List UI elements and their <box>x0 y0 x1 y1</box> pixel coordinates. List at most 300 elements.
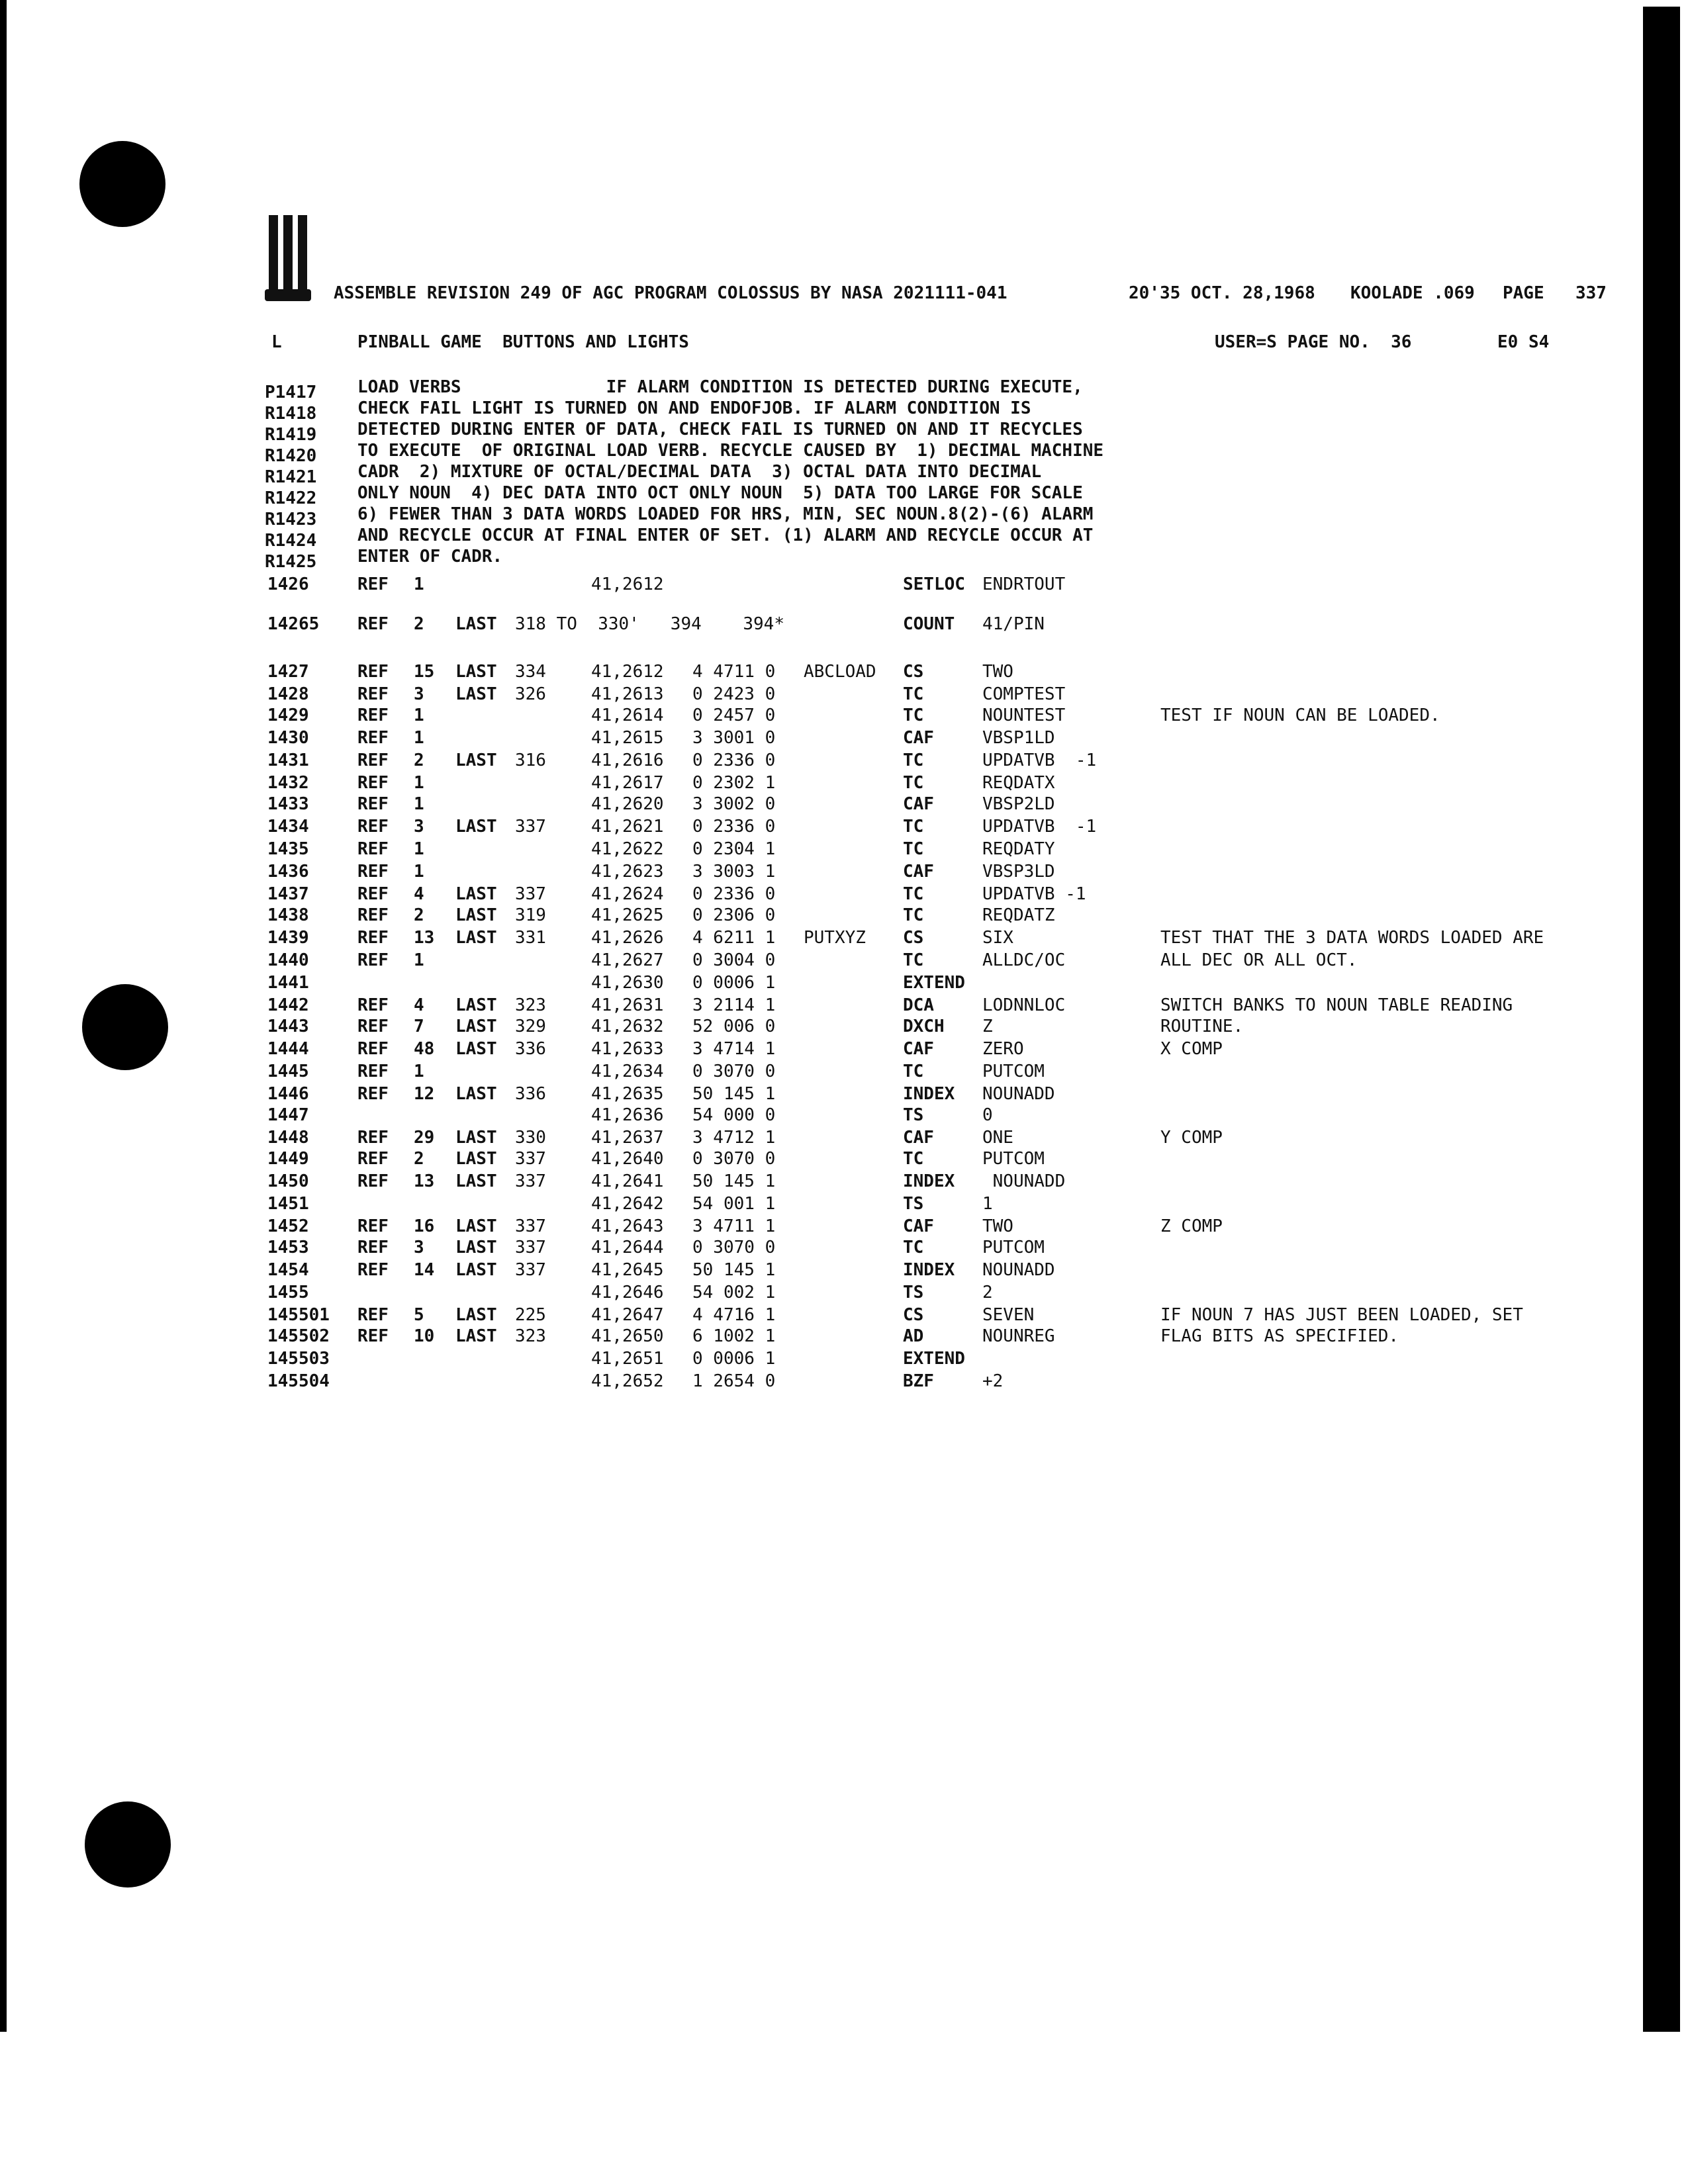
address: 41,2626 <box>591 928 664 948</box>
octal-word: 4 6211 1 <box>692 928 776 948</box>
ref-label: REF <box>357 662 389 682</box>
address: 41,2614 <box>591 705 664 725</box>
address: 41,2637 <box>591 1128 664 1148</box>
address: 41,2635 <box>591 1084 664 1104</box>
line-number: 1434 <box>267 817 309 837</box>
octal-word: 0 2336 0 <box>692 884 776 904</box>
remark-number: R1418 <box>265 404 317 424</box>
ref-count: 14 <box>414 1260 435 1280</box>
octal-word: 0 0006 1 <box>692 973 776 993</box>
ref-count: 3 <box>414 684 424 704</box>
last-label: LAST <box>455 614 497 634</box>
octal-word: 54 002 1 <box>692 1283 776 1302</box>
opcode: AD <box>903 1326 924 1346</box>
octal-word: 0 2306 0 <box>692 905 776 925</box>
opcode: TC <box>903 751 924 770</box>
address: 41,2652 <box>591 1371 664 1391</box>
octal-word: 6 1002 1 <box>692 1326 776 1346</box>
opcode: EXTEND <box>903 973 965 993</box>
last-label: LAST <box>455 928 497 948</box>
header-datetime: 20'35 OCT. 28,1968 <box>1129 283 1315 303</box>
ref-count: 2 <box>414 905 424 925</box>
opcode: CAF <box>903 862 934 882</box>
octal-word: 0 3004 0 <box>692 950 776 970</box>
ref-label: REF <box>357 1238 389 1257</box>
line-number: 1441 <box>267 973 309 993</box>
address: 41,2645 <box>591 1260 664 1280</box>
last-page: 337 <box>515 1260 546 1280</box>
opcode: CAF <box>903 1039 934 1059</box>
opcode: CS <box>903 1305 924 1325</box>
remark-number: R1421 <box>265 467 317 487</box>
opcode: TC <box>903 1149 924 1169</box>
line-number: 1433 <box>267 794 309 814</box>
address: 41,2633 <box>591 1039 664 1059</box>
line-number: 1455 <box>267 1283 309 1302</box>
operand: 41/PIN <box>982 614 1045 634</box>
scan-edge-right <box>1643 7 1680 2032</box>
operand: 1 <box>982 1194 993 1214</box>
line-number: 145502 <box>267 1326 330 1346</box>
ref-count: 12 <box>414 1084 435 1104</box>
octal-word: 54 000 0 <box>692 1105 776 1125</box>
last-label: LAST <box>455 1017 497 1036</box>
symbol-label: PUTXYZ <box>804 928 866 948</box>
ref-label: REF <box>357 1171 389 1191</box>
opcode: TC <box>903 950 924 970</box>
address: 41,2634 <box>591 1062 664 1081</box>
octal-word: 3 3001 0 <box>692 728 776 748</box>
opcode: TC <box>903 817 924 837</box>
ref-label: REF <box>357 928 389 948</box>
comment: ROUTINE. <box>1160 1017 1244 1036</box>
operand: REQDATX <box>982 773 1055 793</box>
operand: NOUNADD <box>982 1084 1055 1104</box>
last-page: 337 <box>515 1171 546 1191</box>
ref-label: REF <box>357 1062 389 1081</box>
ref-label: REF <box>357 1084 389 1104</box>
last-label: LAST <box>455 1326 497 1346</box>
address: 41,2647 <box>591 1305 664 1325</box>
octal-word: 1 2654 0 <box>692 1371 776 1391</box>
assemble-header: ASSEMBLE REVISION 249 OF AGC PROGRAM COLOSSUS BY NASA 2021111-041 <box>334 283 1008 303</box>
ref-label: REF <box>357 684 389 704</box>
address: 41,2630 <box>591 973 664 993</box>
address: 41,2613 <box>591 684 664 704</box>
operand: VBSP3LD <box>982 862 1055 882</box>
octal-word: 4 4711 0 <box>692 662 776 682</box>
operand: ENDRTOUT <box>982 574 1066 594</box>
operand: NOUNADD <box>982 1260 1055 1280</box>
octal-word: 3 3003 1 <box>692 862 776 882</box>
last-page: 326 <box>515 684 546 704</box>
line-number: 1438 <box>267 905 309 925</box>
opcode: TC <box>903 1062 924 1081</box>
line-number: 1443 <box>267 1017 309 1036</box>
remark-number: R1425 <box>265 552 317 572</box>
last-page: 323 <box>515 995 546 1015</box>
last-page: 337 <box>515 884 546 904</box>
line-number: 1453 <box>267 1238 309 1257</box>
comment: FLAG BITS AS SPECIFIED. <box>1160 1326 1399 1346</box>
opcode: TC <box>903 839 924 859</box>
address: 41,2612 <box>591 574 664 594</box>
opcode: EXTEND <box>903 1349 965 1369</box>
operand: Z <box>982 1017 993 1036</box>
octal-word: 3 4712 1 <box>692 1128 776 1148</box>
ref-count: 2 <box>414 614 424 634</box>
remark-text: DETECTED DURING ENTER OF DATA, CHECK FAIL IS TURNED ON AND IT RECYCLES <box>357 420 1083 439</box>
opcode: TS <box>903 1283 924 1302</box>
operand: COMPTEST <box>982 684 1066 704</box>
line-number: 1440 <box>267 950 309 970</box>
last-page: 337 <box>515 1149 546 1169</box>
opcode: BZF <box>903 1371 934 1391</box>
last-page: 337 <box>515 817 546 837</box>
address: 41,2650 <box>591 1326 664 1346</box>
ref-count: 7 <box>414 1017 424 1036</box>
line-number: 1445 <box>267 1062 309 1081</box>
address: 41,2632 <box>591 1017 664 1036</box>
ref-label: REF <box>357 1216 389 1236</box>
comment: SWITCH BANKS TO NOUN TABLE READING <box>1160 995 1513 1015</box>
octal-word: 50 145 1 <box>692 1171 776 1191</box>
remark-number: R1423 <box>265 510 317 529</box>
ref-count: 3 <box>414 817 424 837</box>
line-number: 1448 <box>267 1128 309 1148</box>
address: 41,2625 <box>591 905 664 925</box>
ref-count: 4 <box>414 884 424 904</box>
ref-count: 2 <box>414 1149 424 1169</box>
ref-count: 2 <box>414 751 424 770</box>
ref-label: REF <box>357 1326 389 1346</box>
line-number: 1428 <box>267 684 309 704</box>
octal-word: 0 2336 0 <box>692 751 776 770</box>
section-title: PINBALL GAME BUTTONS AND LIGHTS <box>357 332 689 352</box>
section-marker: L <box>271 332 282 352</box>
last-page: 316 <box>515 751 546 770</box>
opcode: TC <box>903 773 924 793</box>
operand: LODNNLOC <box>982 995 1066 1015</box>
last-label: LAST <box>455 1084 497 1104</box>
line-number: 1429 <box>267 705 309 725</box>
octal-word: 4 4716 1 <box>692 1305 776 1325</box>
ref-label: REF <box>357 614 389 634</box>
last-label: LAST <box>455 662 497 682</box>
line-number: 1447 <box>267 1105 309 1125</box>
ref-count: 1 <box>414 862 424 882</box>
ref-label: REF <box>357 705 389 725</box>
ref-count: 48 <box>414 1039 435 1059</box>
octal-word: 50 145 1 <box>692 1260 776 1280</box>
ref-label: REF <box>357 862 389 882</box>
ref-label: REF <box>357 1305 389 1325</box>
ref-label: REF <box>357 574 389 594</box>
last-label: LAST <box>455 1149 497 1169</box>
octal-word: 0 0006 1 <box>692 1349 776 1369</box>
operand: ZERO <box>982 1039 1024 1059</box>
address: 41,2621 <box>591 817 664 837</box>
ref-count: 1 <box>414 1062 424 1081</box>
remark-text: TO EXECUTE OF ORIGINAL LOAD VERB. RECYCLE CAUSED BY 1) DECIMAL MACHINE <box>357 441 1104 461</box>
address: 41,2636 <box>591 1105 664 1125</box>
operand: NOUNTEST <box>982 705 1066 725</box>
line-number: 1454 <box>267 1260 309 1280</box>
opcode: COUNT <box>903 614 955 634</box>
octal-word: 0 3070 0 <box>692 1062 776 1081</box>
last-page: 336 <box>515 1039 546 1059</box>
address: 41,2612 <box>591 662 664 682</box>
opcode: INDEX <box>903 1260 955 1280</box>
ref-count: 15 <box>414 662 435 682</box>
ref-count: 1 <box>414 728 424 748</box>
ref-count: 1 <box>414 839 424 859</box>
punch-hole-top <box>79 141 165 227</box>
address: 41,2617 <box>591 773 664 793</box>
last-label: LAST <box>455 684 497 704</box>
octal-word: 52 006 0 <box>692 1017 776 1036</box>
ref-count: 1 <box>414 705 424 725</box>
address: 41,2641 <box>591 1171 664 1191</box>
line-number: 1437 <box>267 884 309 904</box>
last-page: 323 <box>515 1326 546 1346</box>
remark-text: CHECK FAIL LIGHT IS TURNED ON AND ENDOFJOB. IF ALARM CONDITION IS <box>357 398 1031 418</box>
ref-label: REF <box>357 817 389 837</box>
octal-word: 0 2457 0 <box>692 705 776 725</box>
ref-count: 3 <box>414 1238 424 1257</box>
ref-label: REF <box>357 794 389 814</box>
header-page-number: 337 <box>1575 283 1607 303</box>
operand: NOUNREG <box>982 1326 1055 1346</box>
operand: 2 <box>982 1283 993 1302</box>
comment: Z COMP <box>1160 1216 1223 1236</box>
operand: SIX <box>982 928 1013 948</box>
opcode: CAF <box>903 1128 934 1148</box>
opcode: CAF <box>903 794 934 814</box>
line-number: 145504 <box>267 1371 330 1391</box>
address: 41,2651 <box>591 1349 664 1369</box>
address: 41,2620 <box>591 794 664 814</box>
last-label: LAST <box>455 1216 497 1236</box>
octal-word: 0 3070 0 <box>692 1238 776 1257</box>
line-number: 1450 <box>267 1171 309 1191</box>
ref-label: REF <box>357 751 389 770</box>
ref-count: 13 <box>414 928 435 948</box>
opcode: TS <box>903 1194 924 1214</box>
last-page: 331 <box>515 928 546 948</box>
comment: TEST IF NOUN CAN BE LOADED. <box>1160 705 1440 725</box>
remark-text: ONLY NOUN 4) DEC DATA INTO OCT ONLY NOUN 5) DATA TOO LARGE FOR SCALE <box>357 483 1083 503</box>
last-label: LAST <box>455 884 497 904</box>
ref-count: 1 <box>414 794 424 814</box>
line-number: 1430 <box>267 728 309 748</box>
operand: PUTCOM <box>982 1238 1045 1257</box>
opcode: DXCH <box>903 1017 945 1036</box>
operand: REQDATZ <box>982 905 1055 925</box>
address: 41,2640 <box>591 1149 664 1169</box>
line-number: 1426 <box>267 574 309 594</box>
line-number: 145501 <box>267 1305 330 1325</box>
punch-hole-bottom <box>85 1801 171 1888</box>
header-page-label: PAGE <box>1503 283 1544 303</box>
address: 41,2646 <box>591 1283 664 1302</box>
opcode: CAF <box>903 728 934 748</box>
remark-number: R1422 <box>265 488 317 508</box>
last-label: LAST <box>455 1039 497 1059</box>
ref-count: 29 <box>414 1128 435 1148</box>
opcode: DCA <box>903 995 934 1015</box>
operand: UPDATVB -1 <box>982 751 1097 770</box>
opcode: CAF <box>903 1216 934 1236</box>
line-number: 1431 <box>267 751 309 770</box>
last-label: LAST <box>455 1171 497 1191</box>
comment: Y COMP <box>1160 1128 1223 1148</box>
line-number: 1449 <box>267 1149 309 1169</box>
operand: UPDATVB -1 <box>982 817 1097 837</box>
last-page: 336 <box>515 1084 546 1104</box>
address: 41,2644 <box>591 1238 664 1257</box>
opcode: INDEX <box>903 1084 955 1104</box>
ref-label: REF <box>357 1260 389 1280</box>
header-code: E0 S4 <box>1497 332 1550 352</box>
last-page: 337 <box>515 1238 546 1257</box>
remark-text: LOAD VERBS IF ALARM CONDITION IS DETECTED DURING EXECUTE, <box>357 377 1083 397</box>
address: 41,2622 <box>591 839 664 859</box>
opcode: TC <box>903 705 924 725</box>
operand: UPDATVB -1 <box>982 884 1086 904</box>
line-number: 1442 <box>267 995 309 1015</box>
last-label: LAST <box>455 1128 497 1148</box>
ref-count: 5 <box>414 1305 424 1325</box>
operand: PUTCOM <box>982 1062 1045 1081</box>
line-number: 1436 <box>267 862 309 882</box>
operand: VBSP2LD <box>982 794 1055 814</box>
remark-text: CADR 2) MIXTURE OF OCTAL/DECIMAL DATA 3) OCTAL DATA INTO DECIMAL <box>357 462 1042 482</box>
line-number: 1444 <box>267 1039 309 1059</box>
opcode: INDEX <box>903 1171 955 1191</box>
address: 41,2631 <box>591 995 664 1015</box>
address: 41,2623 <box>591 862 664 882</box>
ref-count: 4 <box>414 995 424 1015</box>
remark-number: R1420 <box>265 446 317 466</box>
ref-label: REF <box>357 995 389 1015</box>
remark-text: 6) FEWER THAN 3 DATA WORDS LOADED FOR HRS, MIN, SEC NOUN.8(2)-(6) ALARM <box>357 504 1094 524</box>
opcode: CS <box>903 662 924 682</box>
ref-label: REF <box>357 884 389 904</box>
operand: ONE <box>982 1128 1013 1148</box>
line-number: 1446 <box>267 1084 309 1104</box>
line-number: 1435 <box>267 839 309 859</box>
operand: NOUNADD <box>982 1171 1066 1191</box>
octal-word: 0 2423 0 <box>692 684 776 704</box>
last-label: LAST <box>455 817 497 837</box>
users-page: USER=S PAGE NO. 36 <box>1215 332 1412 352</box>
ref-label: REF <box>357 728 389 748</box>
operand: SEVEN <box>982 1305 1035 1325</box>
line-number: 1452 <box>267 1216 309 1236</box>
remark-number: R1419 <box>265 425 317 445</box>
ref-label: REF <box>357 950 389 970</box>
remark-text: AND RECYCLE OCCUR AT FINAL ENTER OF SET. (1) ALARM AND RECYCLE OCCUR AT <box>357 525 1094 545</box>
last-label: LAST <box>455 905 497 925</box>
address: 41,2642 <box>591 1194 664 1214</box>
printer-logo-icon <box>265 215 311 308</box>
last-label: LAST <box>455 1305 497 1325</box>
last-page: 334 <box>515 662 546 682</box>
ref-count: 13 <box>414 1171 435 1191</box>
operand: VBSP1LD <box>982 728 1055 748</box>
ref-count: 1 <box>414 950 424 970</box>
ref-label: REF <box>357 1017 389 1036</box>
opcode: TC <box>903 1238 924 1257</box>
operand: ALLDC/OC <box>982 950 1066 970</box>
octal-word: 0 2304 1 <box>692 839 776 859</box>
octal-word: 3 4711 1 <box>692 1216 776 1236</box>
operand: TWO <box>982 662 1013 682</box>
ref-count: 1 <box>414 773 424 793</box>
line-number: 145503 <box>267 1349 330 1369</box>
ref-count: 10 <box>414 1326 435 1346</box>
octal-word: 0 3070 0 <box>692 1149 776 1169</box>
comment: X COMP <box>1160 1039 1223 1059</box>
operand: TWO <box>982 1216 1013 1236</box>
address: 41,2643 <box>591 1216 664 1236</box>
octal-word: 54 001 1 <box>692 1194 776 1214</box>
ref-label: REF <box>357 839 389 859</box>
operand: REQDATY <box>982 839 1055 859</box>
remark-number: R1424 <box>265 531 317 551</box>
scan-edge-left <box>0 0 7 2032</box>
address: 41,2616 <box>591 751 664 770</box>
ref-label: REF <box>357 905 389 925</box>
ref-label: REF <box>357 1039 389 1059</box>
ref-label: REF <box>357 1149 389 1169</box>
line-number: 1439 <box>267 928 309 948</box>
last-page: 329 <box>515 1017 546 1036</box>
last-label: LAST <box>455 1260 497 1280</box>
line-number: 1451 <box>267 1194 309 1214</box>
ref-label: REF <box>357 1128 389 1148</box>
symbol-label: ABCLOAD <box>804 662 876 682</box>
last-page: 318 TO 330' 394 394* <box>515 614 784 634</box>
comment: ALL DEC OR ALL OCT. <box>1160 950 1358 970</box>
operand: 0 <box>982 1105 993 1125</box>
last-page: 319 <box>515 905 546 925</box>
address: 41,2615 <box>591 728 664 748</box>
opcode: TC <box>903 684 924 704</box>
operand: +2 <box>982 1371 1004 1391</box>
comment: IF NOUN 7 HAS JUST BEEN LOADED, SET <box>1160 1305 1523 1325</box>
ref-label: REF <box>357 773 389 793</box>
octal-word: 3 4714 1 <box>692 1039 776 1059</box>
last-label: LAST <box>455 995 497 1015</box>
octal-word: 3 2114 1 <box>692 995 776 1015</box>
line-number: 1427 <box>267 662 309 682</box>
comment: TEST THAT THE 3 DATA WORDS LOADED ARE <box>1160 928 1544 948</box>
last-label: LAST <box>455 751 497 770</box>
opcode: TS <box>903 1105 924 1125</box>
opcode: TC <box>903 884 924 904</box>
last-label: LAST <box>455 1238 497 1257</box>
opcode: CS <box>903 928 924 948</box>
octal-word: 3 3002 0 <box>692 794 776 814</box>
line-number: 14265 <box>267 614 320 634</box>
opcode: TC <box>903 905 924 925</box>
address: 41,2624 <box>591 884 664 904</box>
punch-hole-middle <box>82 984 168 1070</box>
octal-word: 50 145 1 <box>692 1084 776 1104</box>
last-page: 225 <box>515 1305 546 1325</box>
